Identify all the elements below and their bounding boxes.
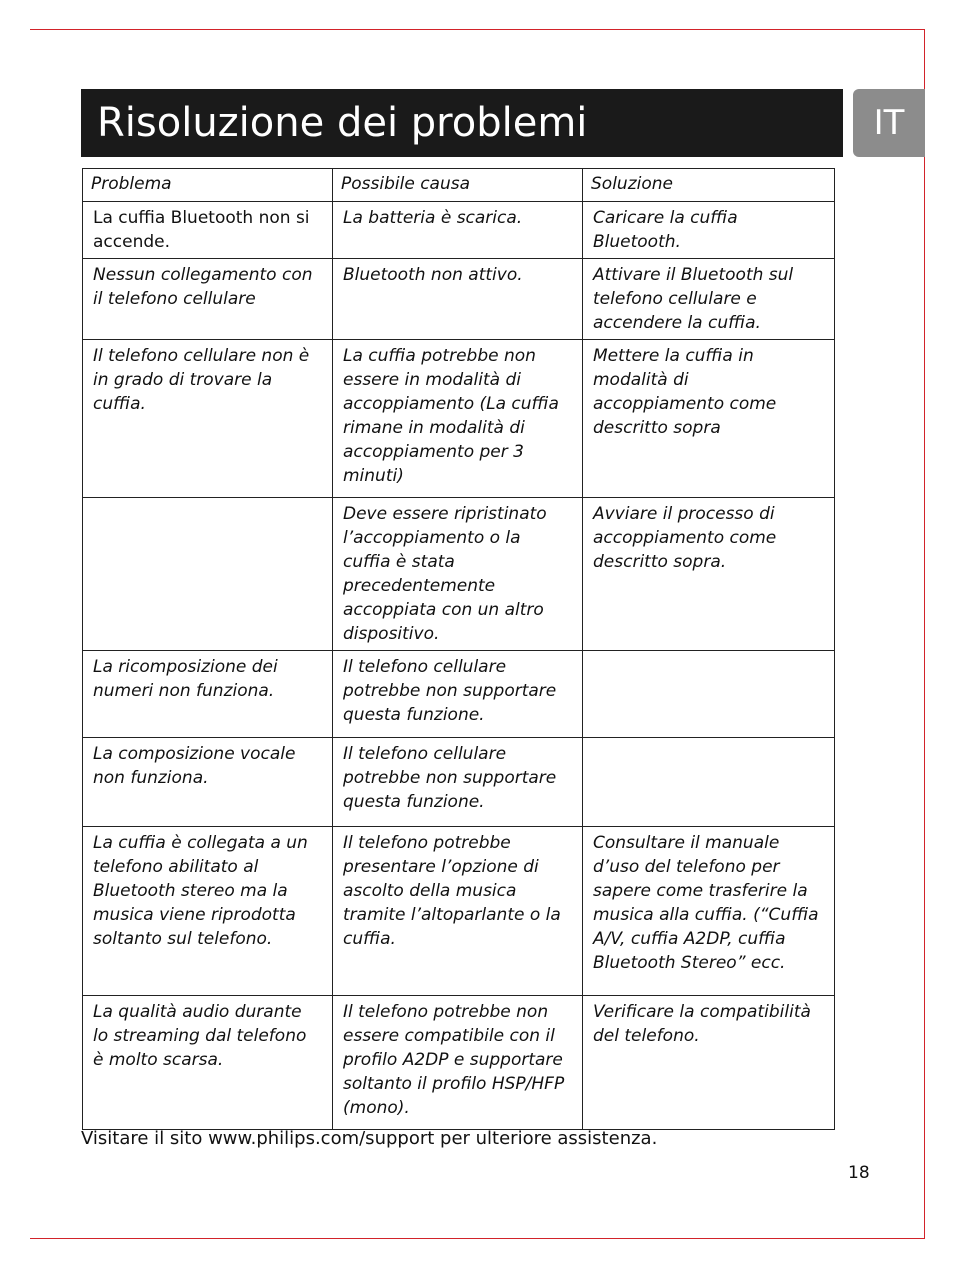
language-tab: IT (853, 89, 925, 157)
cell-cause: Il telefono cellulare potrebbe non supportare questa funzione. (333, 738, 583, 827)
cell-problem: La cuffia è collegata a un telefono abilitato al Bluetooth stereo ma la musica viene riprodotta soltanto sul telefono. (83, 827, 333, 996)
cell-cause: La batteria è scarica. (333, 202, 583, 259)
page-title: Risoluzione dei problemi (97, 100, 588, 146)
cell-problem: Nessun collegamento con il telefono cellulare (83, 259, 333, 340)
cell-cause: La cuffia potrebbe non essere in modalità di accoppiamento (La cuffia rimane in modalità di accoppiamento per 3 minuti) (333, 340, 583, 498)
trim-line-right (924, 29, 925, 1239)
cell-problem: Il telefono cellulare non è in grado di trovare la cuffia. (83, 340, 333, 498)
column-header-problem: Problema (83, 169, 333, 202)
table-header-row (83, 169, 835, 202)
cell-solution: Verificare la compatibilità del telefono. (583, 996, 835, 1130)
table-row (83, 827, 835, 996)
table-row (83, 259, 835, 340)
table-row (83, 498, 835, 651)
table-row (83, 202, 835, 259)
cell-cause: Il telefono potrebbe non essere compatibile con il profilo A2DP e supportare soltanto il profilo HSP/HFP (mono). (333, 996, 583, 1130)
troubleshooting-table (82, 168, 835, 1130)
cell-problem: La composizione vocale non funziona. (83, 738, 333, 827)
cell-problem: La cuffia Bluetooth non si accende. (83, 202, 333, 259)
cell-problem: La qualità audio durante lo streaming dal telefono è molto scarsa. (83, 996, 333, 1130)
cell-problem: La ricomposizione dei numeri non funziona. (83, 651, 333, 738)
table-row (83, 651, 835, 738)
cell-solution (583, 738, 835, 827)
cell-solution: Consultare il manuale d’uso del telefono per sapere come trasferire la musica alla cuffia. (“Cuffia A/V, cuffia A2DP, cuffia Bluetooth Stereo” ecc. (583, 827, 835, 996)
table-row (83, 738, 835, 827)
support-note: Visitare il sito www.philips.com/support per ulteriore assistenza. (81, 1128, 658, 1149)
cell-solution: Avviare il processo di accoppiamento come descritto sopra. (583, 498, 835, 651)
cell-cause: Bluetooth non attivo. (333, 259, 583, 340)
page-number: 18 (848, 1163, 870, 1183)
table-row (83, 340, 835, 498)
column-header-cause: Possibile causa (333, 169, 583, 202)
trim-line-bottom (30, 1238, 925, 1239)
cell-solution: Mettere la cuffia in modalità di accoppiamento come descritto sopra (583, 340, 835, 498)
table-row (83, 996, 835, 1130)
column-header-solution: Soluzione (583, 169, 835, 202)
cell-problem (83, 498, 333, 651)
trim-line-top (30, 29, 925, 30)
cell-solution (583, 651, 835, 738)
cell-solution: Caricare la cuffia Bluetooth. (583, 202, 835, 259)
title-bar (81, 89, 843, 157)
cell-solution: Attivare il Bluetooth sul telefono cellulare e accendere la cuffia. (583, 259, 835, 340)
cell-cause: Deve essere ripristinato l’accoppiamento o la cuffia è stata precedentemente accoppiata con un altro dispositivo. (333, 498, 583, 651)
cell-cause: Il telefono potrebbe presentare l’opzione di ascolto della musica tramite l’altoparlante o la cuffia. (333, 827, 583, 996)
cell-cause: Il telefono cellulare potrebbe non supportare questa funzione. (333, 651, 583, 738)
